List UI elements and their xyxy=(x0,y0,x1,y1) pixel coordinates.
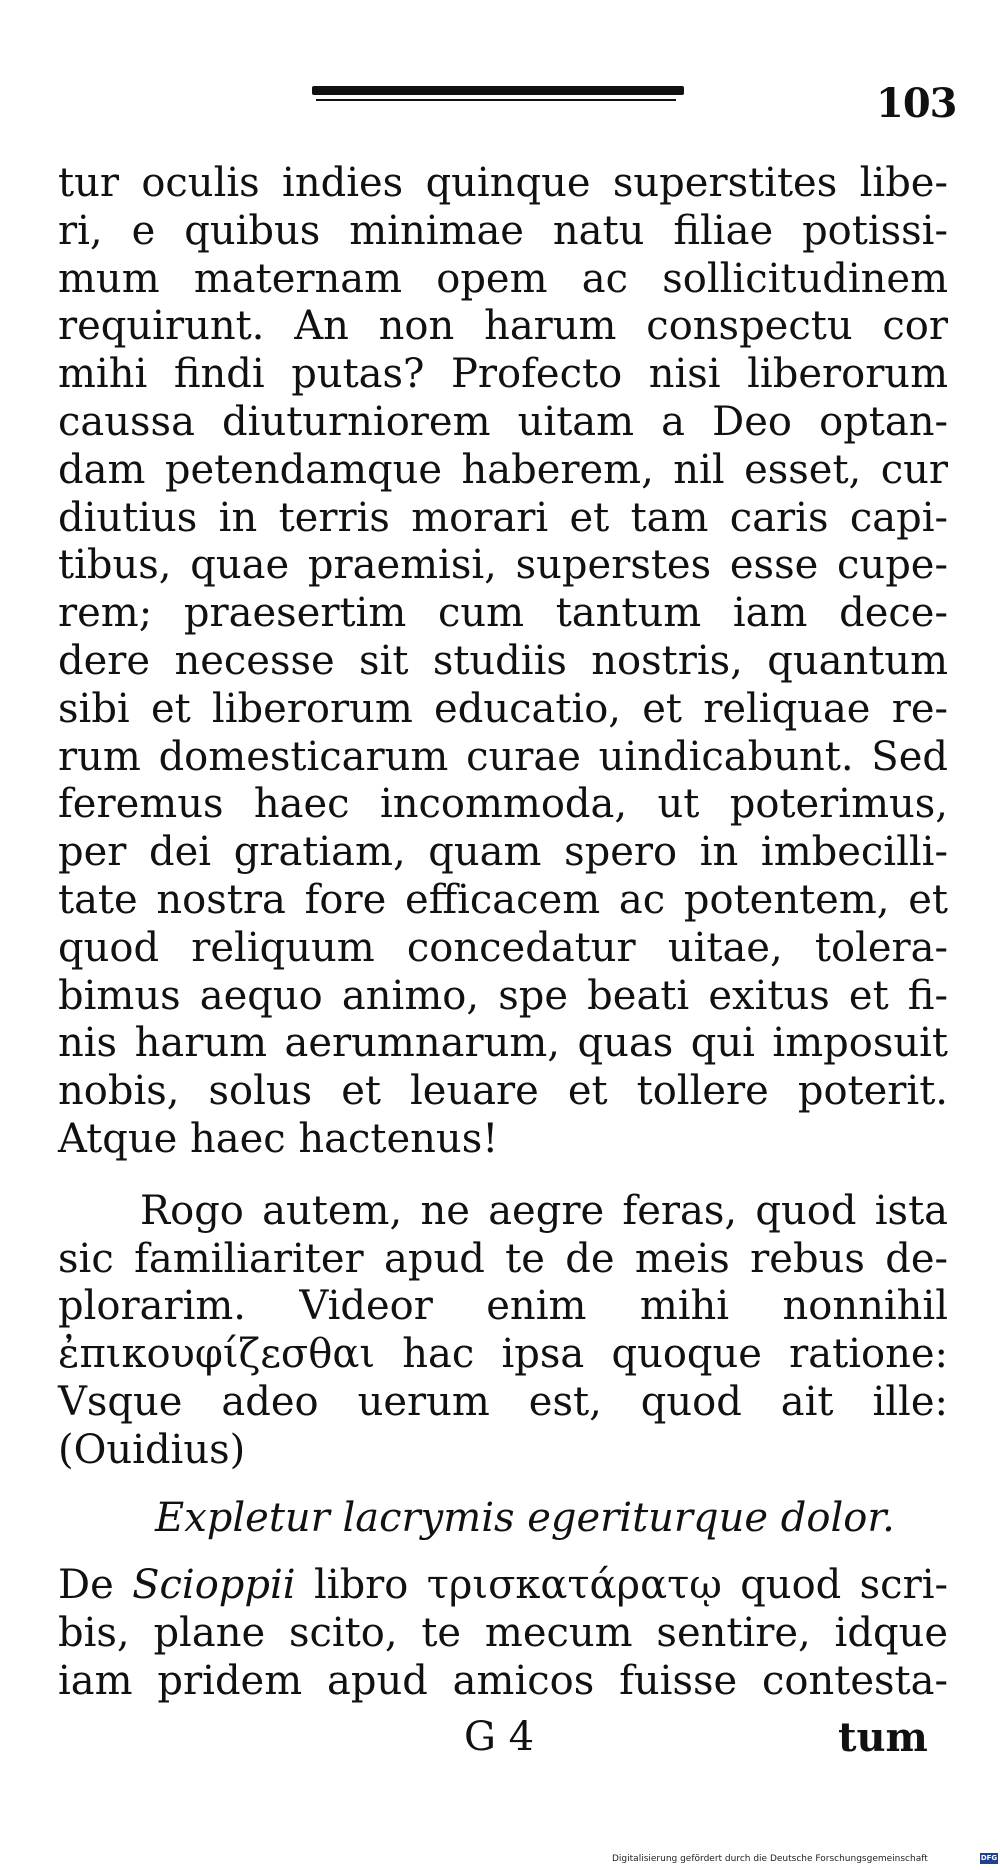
text-line: tur oculis indies quinque superstites libe- xyxy=(58,160,948,206)
text-line: plorarim. Videor enim mihi nonnihil xyxy=(58,1283,948,1330)
author-name: Scioppii xyxy=(132,1562,296,1608)
dfg-logo: DFG xyxy=(980,1854,998,1862)
text-fragment: De xyxy=(58,1562,133,1608)
text-line: ri, e quibus minimae natu filiae potissi- xyxy=(58,207,948,254)
digitization-credit: Digitalisierung gefördert durch die Deutsche Forschungsgemeinschaft xyxy=(612,1854,928,1864)
text-line xyxy=(58,1562,948,1610)
text-line: nis harum aerumnarum, quas qui imposuit xyxy=(58,1020,948,1067)
text-line: per dei gratiam, quam spero in imbecilli- xyxy=(58,829,948,876)
text-line: sibi et liberorum educatio, et reliquae re- xyxy=(58,685,948,732)
text-line: sic familiariter apud te de meis rebus de- xyxy=(58,1235,948,1282)
text-line: nobis, solus et leuare et tollere poterit. xyxy=(58,1068,948,1115)
text-line: quod reliquum concedatur uitae, tolera- xyxy=(58,924,948,971)
signature-mark: G 4 xyxy=(464,1714,535,1760)
text-line: dam petendamque haberem, nil esset, cur xyxy=(58,446,948,493)
text-line: Atque haec hactenus! xyxy=(58,1115,499,1162)
text-fragment: libro xyxy=(295,1562,427,1608)
text-line: caussa diuturniorem uitam a Deo optan- xyxy=(58,398,948,445)
catchword: tum xyxy=(838,1714,928,1761)
text-fragment: hac ipsa quoque ratione: xyxy=(375,1331,948,1378)
text-line: dere necesse sit studiis nostris, quantum xyxy=(58,637,948,684)
text-line: iam pridem apud amicos fuisse contesta- xyxy=(58,1657,948,1704)
text-line: rem; praesertim cum tantum iam dece- xyxy=(58,590,948,637)
text-fragment: quod scri- xyxy=(721,1562,948,1608)
verse-quotation: Expletur lacrymis egeriturque dolor. xyxy=(155,1495,895,1541)
text-line: tate nostra fore efficacem ac potentem, et xyxy=(58,876,948,923)
paragraph-1 xyxy=(58,160,948,1475)
text-line: mum maternam opem ac sollicitudinem xyxy=(58,255,948,302)
text-line: Vsque adeo uerum est, quod ait ille: xyxy=(58,1378,948,1425)
text-line: diutius in terris morari et tam caris capi- xyxy=(58,494,948,541)
text-line: mihi findi putas? Profecto nisi liberorum xyxy=(58,351,948,398)
text-line: Rogo autem, ne aegre feras, quod ista xyxy=(140,1187,948,1234)
paragraph-3 xyxy=(58,1562,948,1705)
text-line: rum domesticarum curae uindicabunt. Sed xyxy=(58,733,948,780)
header-rule-thick xyxy=(312,86,684,95)
text-line: tibus, quae praemisi, superstes esse cupe- xyxy=(58,542,948,589)
text-line: bimus aequo animo, spe beati exitus et fi- xyxy=(58,972,948,1019)
paragraph-2 xyxy=(58,1188,948,1475)
greek-word: τρισκατάρατῳ xyxy=(426,1562,722,1608)
text-line: (Ouidius) xyxy=(58,1426,246,1473)
text-line: bis, plane scito, te mecum sentire, idque xyxy=(58,1609,948,1656)
page-number: 103 xyxy=(876,80,957,127)
text-line: feremus haec incommoda, ut poterimus, xyxy=(58,781,948,828)
text-line xyxy=(58,1331,948,1379)
text-line: requirunt. An non harum conspectu cor xyxy=(58,303,948,350)
header-rule-thin xyxy=(316,99,676,101)
greek-word: ἐπικουφίζεσθαι xyxy=(58,1331,376,1378)
catchline xyxy=(0,1714,1000,1770)
header-ornamental-rule xyxy=(312,86,684,104)
